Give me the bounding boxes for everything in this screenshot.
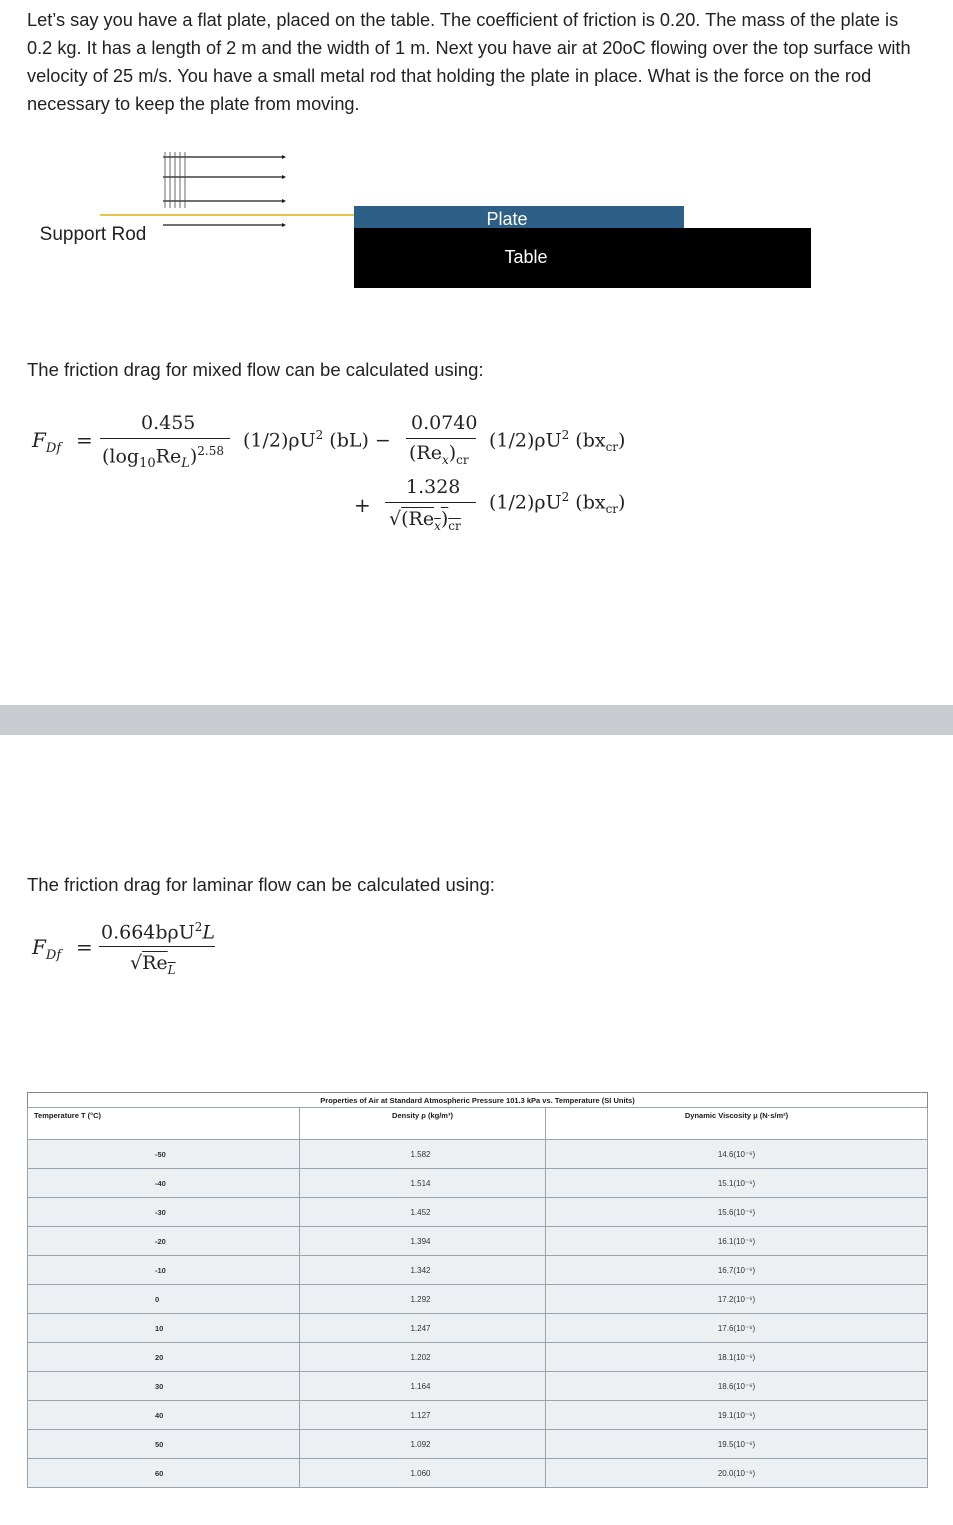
density-cell: 1.394: [300, 1227, 546, 1256]
plate-diagram: [0, 140, 953, 310]
table-caption: Properties of Air at Standard Atmospheric Pressure 101.3 kPa vs. Temperature (SI Units): [28, 1093, 928, 1108]
plus-sign: +: [354, 493, 371, 517]
fraction-bar: [100, 438, 230, 439]
density-cell: 1.060: [300, 1459, 546, 1488]
table-label: Table: [504, 247, 548, 267]
fraction-bar: [406, 438, 476, 439]
temperature-cell: -10: [28, 1256, 300, 1285]
lhs: $F_{Df}$: [32, 935, 62, 963]
density-cell: 1.247: [300, 1314, 546, 1343]
flow-arrows: [163, 155, 286, 227]
temperature-cell: 0: [28, 1285, 300, 1314]
air-properties-table: [27, 1092, 928, 1488]
density-cell: 1.582: [300, 1140, 546, 1169]
viscosity-cell: 15.6(10⁻⁶): [546, 1198, 928, 1227]
temperature-cell: -40: [28, 1169, 300, 1198]
density-cell: 1.164: [300, 1372, 546, 1401]
table-row: [28, 1227, 928, 1256]
temperature-cell: -30: [28, 1198, 300, 1227]
denominator-2: $(Re_x)_{cr}$: [409, 442, 469, 467]
arrow-head-icon: [282, 199, 286, 203]
plate-label: Plate: [486, 209, 528, 229]
viscosity-cell: 17.6(10⁻⁶): [546, 1314, 928, 1343]
mixed-flow-equation: [0, 400, 953, 550]
header-density: Density ρ (kg/m³): [300, 1108, 546, 1140]
viscosity-cell: 17.2(10⁻⁶): [546, 1285, 928, 1314]
temperature-cell: 60: [28, 1459, 300, 1488]
table-row: [28, 1285, 928, 1314]
density-cell: 1.202: [300, 1343, 546, 1372]
coef-1328: 1.328: [406, 476, 461, 498]
page-separator: [0, 705, 953, 735]
temperature-cell: -50: [28, 1140, 300, 1169]
term-1: $(1/2)\rho U^2$ (bL) −: [243, 428, 391, 452]
coef-00740: 0.0740: [411, 412, 478, 434]
denominator-1: $(\log_{10}Re_L)^{2.58}$: [102, 444, 224, 472]
equals-sign: =: [76, 935, 93, 959]
coef-0455: 0.455: [141, 412, 196, 434]
arrow-head-icon: [282, 155, 286, 159]
term-3: $(1/2)\rho U^2$ $(bx_{cr})$: [489, 490, 626, 517]
mixed-flow-heading: The friction drag for mixed flow can be calculated using:: [27, 359, 484, 380]
viscosity-cell: 18.1(10⁻⁶): [546, 1343, 928, 1372]
density-cell: 1.127: [300, 1401, 546, 1430]
temperature-cell: 10: [28, 1314, 300, 1343]
viscosity-cell: 18.6(10⁻⁶): [546, 1372, 928, 1401]
table-row: [28, 1314, 928, 1343]
temperature-cell: 40: [28, 1401, 300, 1430]
viscosity-cell: 19.1(10⁻⁶): [546, 1401, 928, 1430]
temperature-cell: 20: [28, 1343, 300, 1372]
table-row: [28, 1169, 928, 1198]
numerator: 0.664bρU$^2$L: [101, 920, 216, 944]
table-row: [28, 1140, 928, 1169]
laminar-flow-heading: The friction drag for laminar flow can be calculated using:: [27, 874, 495, 895]
temperature-cell: -20: [28, 1227, 300, 1256]
density-cell: 1.514: [300, 1169, 546, 1198]
temperature-cell: 50: [28, 1430, 300, 1459]
viscosity-cell: 15.1(10⁻⁶): [546, 1169, 928, 1198]
viscosity-cell: 19.5(10⁻⁶): [546, 1430, 928, 1459]
viscosity-cell: 16.7(10⁻⁶): [546, 1256, 928, 1285]
arrow-head-icon: [282, 175, 286, 179]
table-row: [28, 1343, 928, 1372]
table-row: [28, 1256, 928, 1285]
denominator: $√Re_L$: [130, 952, 176, 977]
fraction-bar: [385, 502, 476, 503]
support-rod-label: Support Rod: [39, 224, 147, 245]
header-temperature: Temperature T (°C): [28, 1108, 300, 1140]
fraction-bar: [99, 946, 215, 947]
lhs: $F_{Df}$: [32, 428, 62, 456]
arrow-head-icon: [282, 223, 286, 227]
temperature-cell: 30: [28, 1372, 300, 1401]
viscosity-cell: 14.6(10⁻⁶): [546, 1140, 928, 1169]
problem-statement: Let’s say you have a flat plate, placed on the table. The coefficient of friction is 0.20. The mass of the plate is 0.2 kg. It has a length of 2 m and the width of 1 m. Next you have air at 20oC flowing over the top surface with velocity of 25 m/s. You have a small metal rod that holding the plate in place. What is the force on the rod necessary to keep the plate from moving.: [27, 10, 911, 114]
density-cell: 1.292: [300, 1285, 546, 1314]
viscosity-cell: 16.1(10⁻⁶): [546, 1227, 928, 1256]
term-2: $(1/2)\rho U^2$ $(bx_{cr})$: [489, 428, 626, 455]
viscosity-cell: 20.0(10⁻⁶): [546, 1459, 928, 1488]
table-row: [28, 1459, 928, 1488]
flow-ticks: [165, 152, 185, 208]
table-row: [28, 1198, 928, 1227]
header-viscosity: Dynamic Viscosity μ (N·s/m²): [546, 1108, 928, 1140]
equals-sign: =: [76, 428, 93, 452]
density-cell: 1.452: [300, 1198, 546, 1227]
table-row: [28, 1401, 928, 1430]
table-row: [28, 1430, 928, 1459]
table: [354, 228, 811, 288]
denominator-3: $√(Re_x)_{cr}$: [389, 508, 461, 533]
density-cell: 1.342: [300, 1256, 546, 1285]
density-cell: 1.092: [300, 1430, 546, 1459]
laminar-flow-equation: [0, 915, 300, 995]
table-row: [28, 1372, 928, 1401]
